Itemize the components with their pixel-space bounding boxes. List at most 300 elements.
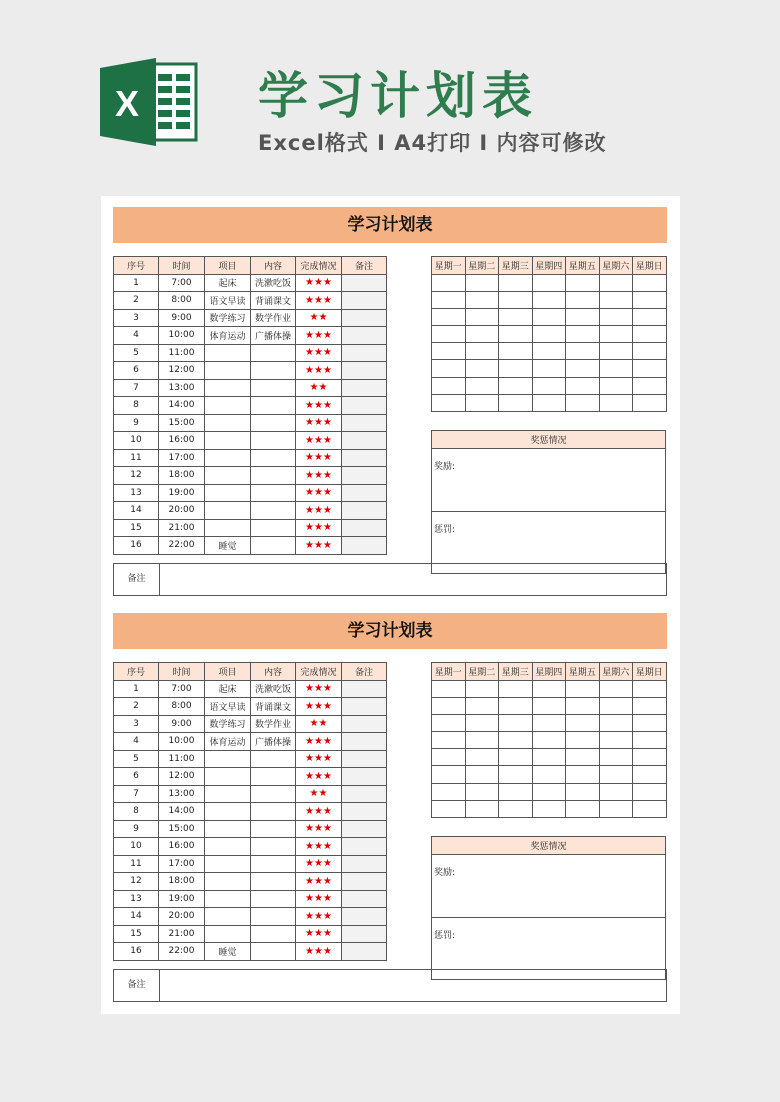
row-number-cell[interactable]: 5 [114,344,159,362]
remark-cell[interactable] [342,750,387,768]
row-number-cell[interactable]: 12 [114,873,159,891]
weekday-cell[interactable] [566,697,600,714]
weekday-cell[interactable] [599,680,633,697]
activity-cell[interactable]: 数学练习 [205,309,251,327]
weekday-cell[interactable] [532,680,566,697]
remark-cell[interactable] [342,379,387,397]
weekday-cell[interactable] [432,714,466,731]
time-cell[interactable]: 20:00 [159,908,205,926]
time-cell[interactable]: 13:00 [159,379,205,397]
weekday-cell[interactable] [432,291,466,308]
weekday-cell[interactable] [532,783,566,800]
time-cell[interactable]: 19:00 [159,484,205,502]
weekday-cell[interactable] [532,714,566,731]
time-cell[interactable]: 10:00 [159,733,205,751]
schedule-column-header[interactable]: 时间 [159,257,205,275]
weekday-header[interactable]: 星期日 [633,257,667,275]
weekday-cell[interactable] [465,697,499,714]
content-cell[interactable]: 洗漱吃饭 [251,680,296,698]
rating-stars-cell[interactable]: ★★★ [296,680,342,698]
weekday-header[interactable]: 星期三 [499,257,533,275]
activity-cell[interactable] [205,925,251,943]
weekday-cell[interactable] [599,732,633,749]
content-cell[interactable] [251,519,296,537]
content-cell[interactable] [251,379,296,397]
weekday-cell[interactable] [532,326,566,343]
weekday-cell[interactable] [465,377,499,394]
weekday-cell[interactable] [599,291,633,308]
rating-stars-cell[interactable]: ★★★ [296,750,342,768]
weekday-cell[interactable] [566,343,600,360]
remark-cell[interactable] [342,768,387,786]
weekday-cell[interactable] [465,732,499,749]
weekday-cell[interactable] [465,714,499,731]
activity-cell[interactable]: 体育运动 [205,733,251,751]
row-number-cell[interactable]: 3 [114,715,159,733]
weekday-cell[interactable] [499,377,533,394]
rating-stars-cell[interactable]: ★★★ [296,484,342,502]
weekday-cell[interactable] [499,749,533,766]
time-cell[interactable]: 21:00 [159,925,205,943]
rating-stars-cell[interactable]: ★★★ [296,397,342,415]
weekday-cell[interactable] [432,732,466,749]
weekday-cell[interactable] [465,783,499,800]
content-cell[interactable] [251,803,296,821]
content-cell[interactable] [251,890,296,908]
remark-cell[interactable] [342,680,387,698]
row-number-cell[interactable]: 5 [114,750,159,768]
remark-cell[interactable] [342,484,387,502]
activity-cell[interactable] [205,449,251,467]
time-cell[interactable]: 14:00 [159,803,205,821]
time-cell[interactable]: 18:00 [159,467,205,485]
rating-stars-cell[interactable]: ★★★ [296,519,342,537]
weekday-cell[interactable] [432,749,466,766]
time-cell[interactable]: 17:00 [159,855,205,873]
rating-stars-cell[interactable]: ★★★ [296,925,342,943]
row-number-cell[interactable]: 11 [114,449,159,467]
weekday-cell[interactable] [599,749,633,766]
row-number-cell[interactable]: 12 [114,467,159,485]
weekday-cell[interactable] [566,291,600,308]
weekday-cell[interactable] [432,308,466,325]
weekday-cell[interactable] [499,326,533,343]
content-cell[interactable] [251,785,296,803]
weekday-cell[interactable] [465,360,499,377]
remark-cell[interactable] [342,908,387,926]
weekday-header[interactable]: 星期一 [432,663,466,681]
content-cell[interactable]: 广播体操 [251,733,296,751]
time-cell[interactable]: 9:00 [159,715,205,733]
row-number-cell[interactable]: 15 [114,925,159,943]
rating-stars-cell[interactable]: ★★★ [296,855,342,873]
remark-cell[interactable] [342,873,387,891]
time-cell[interactable]: 15:00 [159,820,205,838]
weekday-cell[interactable] [633,783,667,800]
content-cell[interactable] [251,397,296,415]
weekday-cell[interactable] [432,394,466,411]
weekday-header[interactable]: 星期五 [566,257,600,275]
weekday-cell[interactable] [499,680,533,697]
weekday-cell[interactable] [432,326,466,343]
schedule-column-header[interactable]: 完成情况 [296,257,342,275]
activity-cell[interactable] [205,855,251,873]
weekday-cell[interactable] [432,274,466,291]
weekday-cell[interactable] [633,308,667,325]
schedule-column-header[interactable]: 备注 [342,257,387,275]
weekday-cell[interactable] [532,274,566,291]
content-cell[interactable] [251,943,296,961]
content-cell[interactable] [251,414,296,432]
weekday-cell[interactable] [633,680,667,697]
activity-cell[interactable] [205,414,251,432]
activity-cell[interactable]: 语文早读 [205,292,251,310]
weekday-cell[interactable] [566,680,600,697]
content-cell[interactable]: 数学作业 [251,309,296,327]
row-number-cell[interactable]: 9 [114,414,159,432]
time-cell[interactable]: 22:00 [159,537,205,555]
weekday-cell[interactable] [499,766,533,783]
rating-stars-cell[interactable]: ★★★ [296,820,342,838]
remark-cell[interactable] [342,449,387,467]
rating-stars-cell[interactable]: ★★★ [296,292,342,310]
weekday-cell[interactable] [599,308,633,325]
weekday-cell[interactable] [532,308,566,325]
time-cell[interactable]: 22:00 [159,943,205,961]
weekday-cell[interactable] [499,274,533,291]
notes-field[interactable] [113,969,667,1002]
row-number-cell[interactable]: 2 [114,292,159,310]
time-cell[interactable]: 9:00 [159,309,205,327]
weekday-cell[interactable] [599,326,633,343]
row-number-cell[interactable]: 8 [114,803,159,821]
rating-stars-cell[interactable]: ★★★ [296,432,342,450]
activity-cell[interactable]: 睡觉 [205,537,251,555]
activity-cell[interactable] [205,803,251,821]
time-cell[interactable]: 8:00 [159,292,205,310]
time-cell[interactable]: 19:00 [159,890,205,908]
remark-cell[interactable] [342,309,387,327]
weekday-cell[interactable] [599,377,633,394]
row-number-cell[interactable]: 14 [114,908,159,926]
content-cell[interactable] [251,502,296,520]
weekday-cell[interactable] [566,360,600,377]
weekday-cell[interactable] [465,326,499,343]
weekday-cell[interactable] [465,680,499,697]
activity-cell[interactable] [205,502,251,520]
row-number-cell[interactable]: 4 [114,733,159,751]
time-cell[interactable]: 17:00 [159,449,205,467]
weekday-cell[interactable] [566,766,600,783]
rating-stars-cell[interactable]: ★★★ [296,467,342,485]
weekday-header[interactable]: 星期四 [532,257,566,275]
time-cell[interactable]: 11:00 [159,344,205,362]
content-cell[interactable] [251,362,296,380]
rating-stars-cell[interactable]: ★★ [296,309,342,327]
weekday-cell[interactable] [633,291,667,308]
remark-cell[interactable] [342,327,387,345]
remark-cell[interactable] [342,803,387,821]
remark-cell[interactable] [342,785,387,803]
notes-field[interactable] [113,563,667,596]
time-cell[interactable]: 14:00 [159,397,205,415]
time-cell[interactable]: 8:00 [159,698,205,716]
content-cell[interactable] [251,855,296,873]
activity-cell[interactable]: 起床 [205,274,251,292]
weekday-header[interactable]: 星期五 [566,663,600,681]
row-number-cell[interactable]: 14 [114,502,159,520]
row-number-cell[interactable]: 6 [114,362,159,380]
rating-stars-cell[interactable]: ★★★ [296,327,342,345]
weekday-cell[interactable] [599,697,633,714]
weekday-cell[interactable] [432,800,466,817]
content-cell[interactable] [251,432,296,450]
remark-cell[interactable] [342,820,387,838]
content-cell[interactable] [251,537,296,555]
weekday-cell[interactable] [566,749,600,766]
penalty-field[interactable]: 惩罚: [432,917,666,980]
weekday-cell[interactable] [599,274,633,291]
weekday-header[interactable]: 星期四 [532,663,566,681]
remark-cell[interactable] [342,467,387,485]
weekday-cell[interactable] [499,308,533,325]
weekday-header[interactable]: 星期日 [633,663,667,681]
penalty-field[interactable]: 惩罚: [432,511,666,574]
rating-stars-cell[interactable]: ★★★ [296,698,342,716]
rating-stars-cell[interactable]: ★★★ [296,908,342,926]
weekday-cell[interactable] [599,360,633,377]
content-cell[interactable] [251,925,296,943]
remark-cell[interactable] [342,698,387,716]
remark-cell[interactable] [342,519,387,537]
weekday-cell[interactable] [499,343,533,360]
weekday-cell[interactable] [499,697,533,714]
rating-stars-cell[interactable]: ★★★ [296,838,342,856]
row-number-cell[interactable]: 11 [114,855,159,873]
content-cell[interactable] [251,838,296,856]
time-cell[interactable]: 16:00 [159,838,205,856]
activity-cell[interactable] [205,873,251,891]
activity-cell[interactable]: 睡觉 [205,943,251,961]
remark-cell[interactable] [342,537,387,555]
remark-cell[interactable] [342,397,387,415]
weekday-cell[interactable] [465,343,499,360]
weekday-cell[interactable] [432,783,466,800]
schedule-column-header[interactable]: 项目 [205,663,251,681]
content-cell[interactable] [251,768,296,786]
activity-cell[interactable] [205,432,251,450]
row-number-cell[interactable]: 8 [114,397,159,415]
activity-cell[interactable] [205,838,251,856]
weekday-cell[interactable] [532,291,566,308]
time-cell[interactable]: 13:00 [159,785,205,803]
activity-cell[interactable] [205,362,251,380]
weekday-cell[interactable] [566,732,600,749]
rating-stars-cell[interactable]: ★★★ [296,344,342,362]
weekday-cell[interactable] [532,766,566,783]
rating-stars-cell[interactable]: ★★ [296,715,342,733]
activity-cell[interactable] [205,768,251,786]
weekday-cell[interactable] [633,800,667,817]
weekday-cell[interactable] [432,343,466,360]
activity-cell[interactable]: 体育运动 [205,327,251,345]
schedule-column-header[interactable]: 时间 [159,663,205,681]
time-cell[interactable]: 10:00 [159,327,205,345]
rating-stars-cell[interactable]: ★★★ [296,733,342,751]
rating-stars-cell[interactable]: ★★★ [296,274,342,292]
activity-cell[interactable] [205,484,251,502]
content-cell[interactable] [251,344,296,362]
row-number-cell[interactable]: 15 [114,519,159,537]
rating-stars-cell[interactable]: ★★★ [296,890,342,908]
activity-cell[interactable]: 数学练习 [205,715,251,733]
row-number-cell[interactable]: 2 [114,698,159,716]
weekday-cell[interactable] [532,360,566,377]
weekday-header[interactable]: 星期二 [465,257,499,275]
remark-cell[interactable] [342,943,387,961]
row-number-cell[interactable]: 4 [114,327,159,345]
weekday-cell[interactable] [599,783,633,800]
activity-cell[interactable] [205,908,251,926]
weekday-cell[interactable] [532,697,566,714]
row-number-cell[interactable]: 16 [114,943,159,961]
remark-cell[interactable] [342,890,387,908]
weekday-cell[interactable] [633,732,667,749]
remark-cell[interactable] [342,502,387,520]
weekday-header[interactable]: 星期三 [499,663,533,681]
row-number-cell[interactable]: 16 [114,537,159,555]
weekday-cell[interactable] [633,749,667,766]
row-number-cell[interactable]: 7 [114,379,159,397]
weekday-cell[interactable] [566,326,600,343]
weekday-cell[interactable] [499,800,533,817]
remark-cell[interactable] [342,362,387,380]
content-cell[interactable] [251,484,296,502]
weekday-cell[interactable] [465,800,499,817]
content-cell[interactable] [251,908,296,926]
weekday-cell[interactable] [432,697,466,714]
weekday-cell[interactable] [532,394,566,411]
weekday-cell[interactable] [465,749,499,766]
reward-field[interactable]: 奖励: [432,855,666,918]
row-number-cell[interactable]: 10 [114,838,159,856]
weekday-cell[interactable] [633,766,667,783]
weekday-cell[interactable] [566,274,600,291]
time-cell[interactable]: 7:00 [159,680,205,698]
weekday-cell[interactable] [633,343,667,360]
content-cell[interactable]: 背诵课文 [251,698,296,716]
weekday-cell[interactable] [499,360,533,377]
rating-stars-cell[interactable]: ★★★ [296,943,342,961]
time-cell[interactable]: 12:00 [159,362,205,380]
schedule-column-header[interactable]: 项目 [205,257,251,275]
weekday-cell[interactable] [532,377,566,394]
row-number-cell[interactable]: 3 [114,309,159,327]
remark-cell[interactable] [342,274,387,292]
activity-cell[interactable] [205,785,251,803]
weekday-cell[interactable] [566,394,600,411]
remark-cell[interactable] [342,855,387,873]
activity-cell[interactable]: 起床 [205,680,251,698]
row-number-cell[interactable]: 13 [114,890,159,908]
weekday-cell[interactable] [566,714,600,731]
weekday-cell[interactable] [599,714,633,731]
weekday-cell[interactable] [465,308,499,325]
time-cell[interactable]: 15:00 [159,414,205,432]
remark-cell[interactable] [342,344,387,362]
activity-cell[interactable] [205,397,251,415]
weekday-cell[interactable] [633,360,667,377]
activity-cell[interactable] [205,750,251,768]
rating-stars-cell[interactable]: ★★★ [296,537,342,555]
time-cell[interactable]: 18:00 [159,873,205,891]
time-cell[interactable]: 11:00 [159,750,205,768]
time-cell[interactable]: 16:00 [159,432,205,450]
rating-stars-cell[interactable]: ★★★ [296,449,342,467]
weekday-cell[interactable] [633,714,667,731]
rating-stars-cell[interactable]: ★★★ [296,362,342,380]
time-cell[interactable]: 20:00 [159,502,205,520]
time-cell[interactable]: 7:00 [159,274,205,292]
schedule-column-header[interactable]: 序号 [114,257,159,275]
activity-cell[interactable]: 语文早读 [205,698,251,716]
activity-cell[interactable] [205,344,251,362]
weekday-header[interactable]: 星期六 [599,663,633,681]
rating-stars-cell[interactable]: ★★★ [296,768,342,786]
weekday-cell[interactable] [499,394,533,411]
schedule-column-header[interactable]: 完成情况 [296,663,342,681]
weekday-header[interactable]: 星期六 [599,257,633,275]
weekday-cell[interactable] [633,697,667,714]
weekday-cell[interactable] [633,394,667,411]
activity-cell[interactable] [205,379,251,397]
weekday-cell[interactable] [599,800,633,817]
weekday-cell[interactable] [499,714,533,731]
remark-cell[interactable] [342,838,387,856]
weekday-cell[interactable] [465,766,499,783]
content-cell[interactable] [251,467,296,485]
weekday-cell[interactable] [633,274,667,291]
rating-stars-cell[interactable]: ★★★ [296,873,342,891]
remark-cell[interactable] [342,414,387,432]
content-cell[interactable]: 数学作业 [251,715,296,733]
weekday-cell[interactable] [432,680,466,697]
remark-cell[interactable] [342,925,387,943]
schedule-column-header[interactable]: 内容 [251,257,296,275]
weekday-cell[interactable] [566,800,600,817]
remark-cell[interactable] [342,715,387,733]
weekday-cell[interactable] [566,783,600,800]
rating-stars-cell[interactable]: ★★★ [296,414,342,432]
remark-cell[interactable] [342,733,387,751]
activity-cell[interactable] [205,519,251,537]
row-number-cell[interactable]: 1 [114,274,159,292]
schedule-column-header[interactable]: 备注 [342,663,387,681]
weekday-cell[interactable] [499,291,533,308]
weekday-cell[interactable] [566,308,600,325]
weekday-cell[interactable] [633,326,667,343]
weekday-cell[interactable] [599,394,633,411]
content-cell[interactable] [251,820,296,838]
weekday-header[interactable]: 星期一 [432,257,466,275]
rating-stars-cell[interactable]: ★★★ [296,803,342,821]
content-cell[interactable] [251,750,296,768]
content-cell[interactable] [251,449,296,467]
row-number-cell[interactable]: 13 [114,484,159,502]
weekday-cell[interactable] [432,377,466,394]
time-cell[interactable]: 12:00 [159,768,205,786]
remark-cell[interactable] [342,292,387,310]
